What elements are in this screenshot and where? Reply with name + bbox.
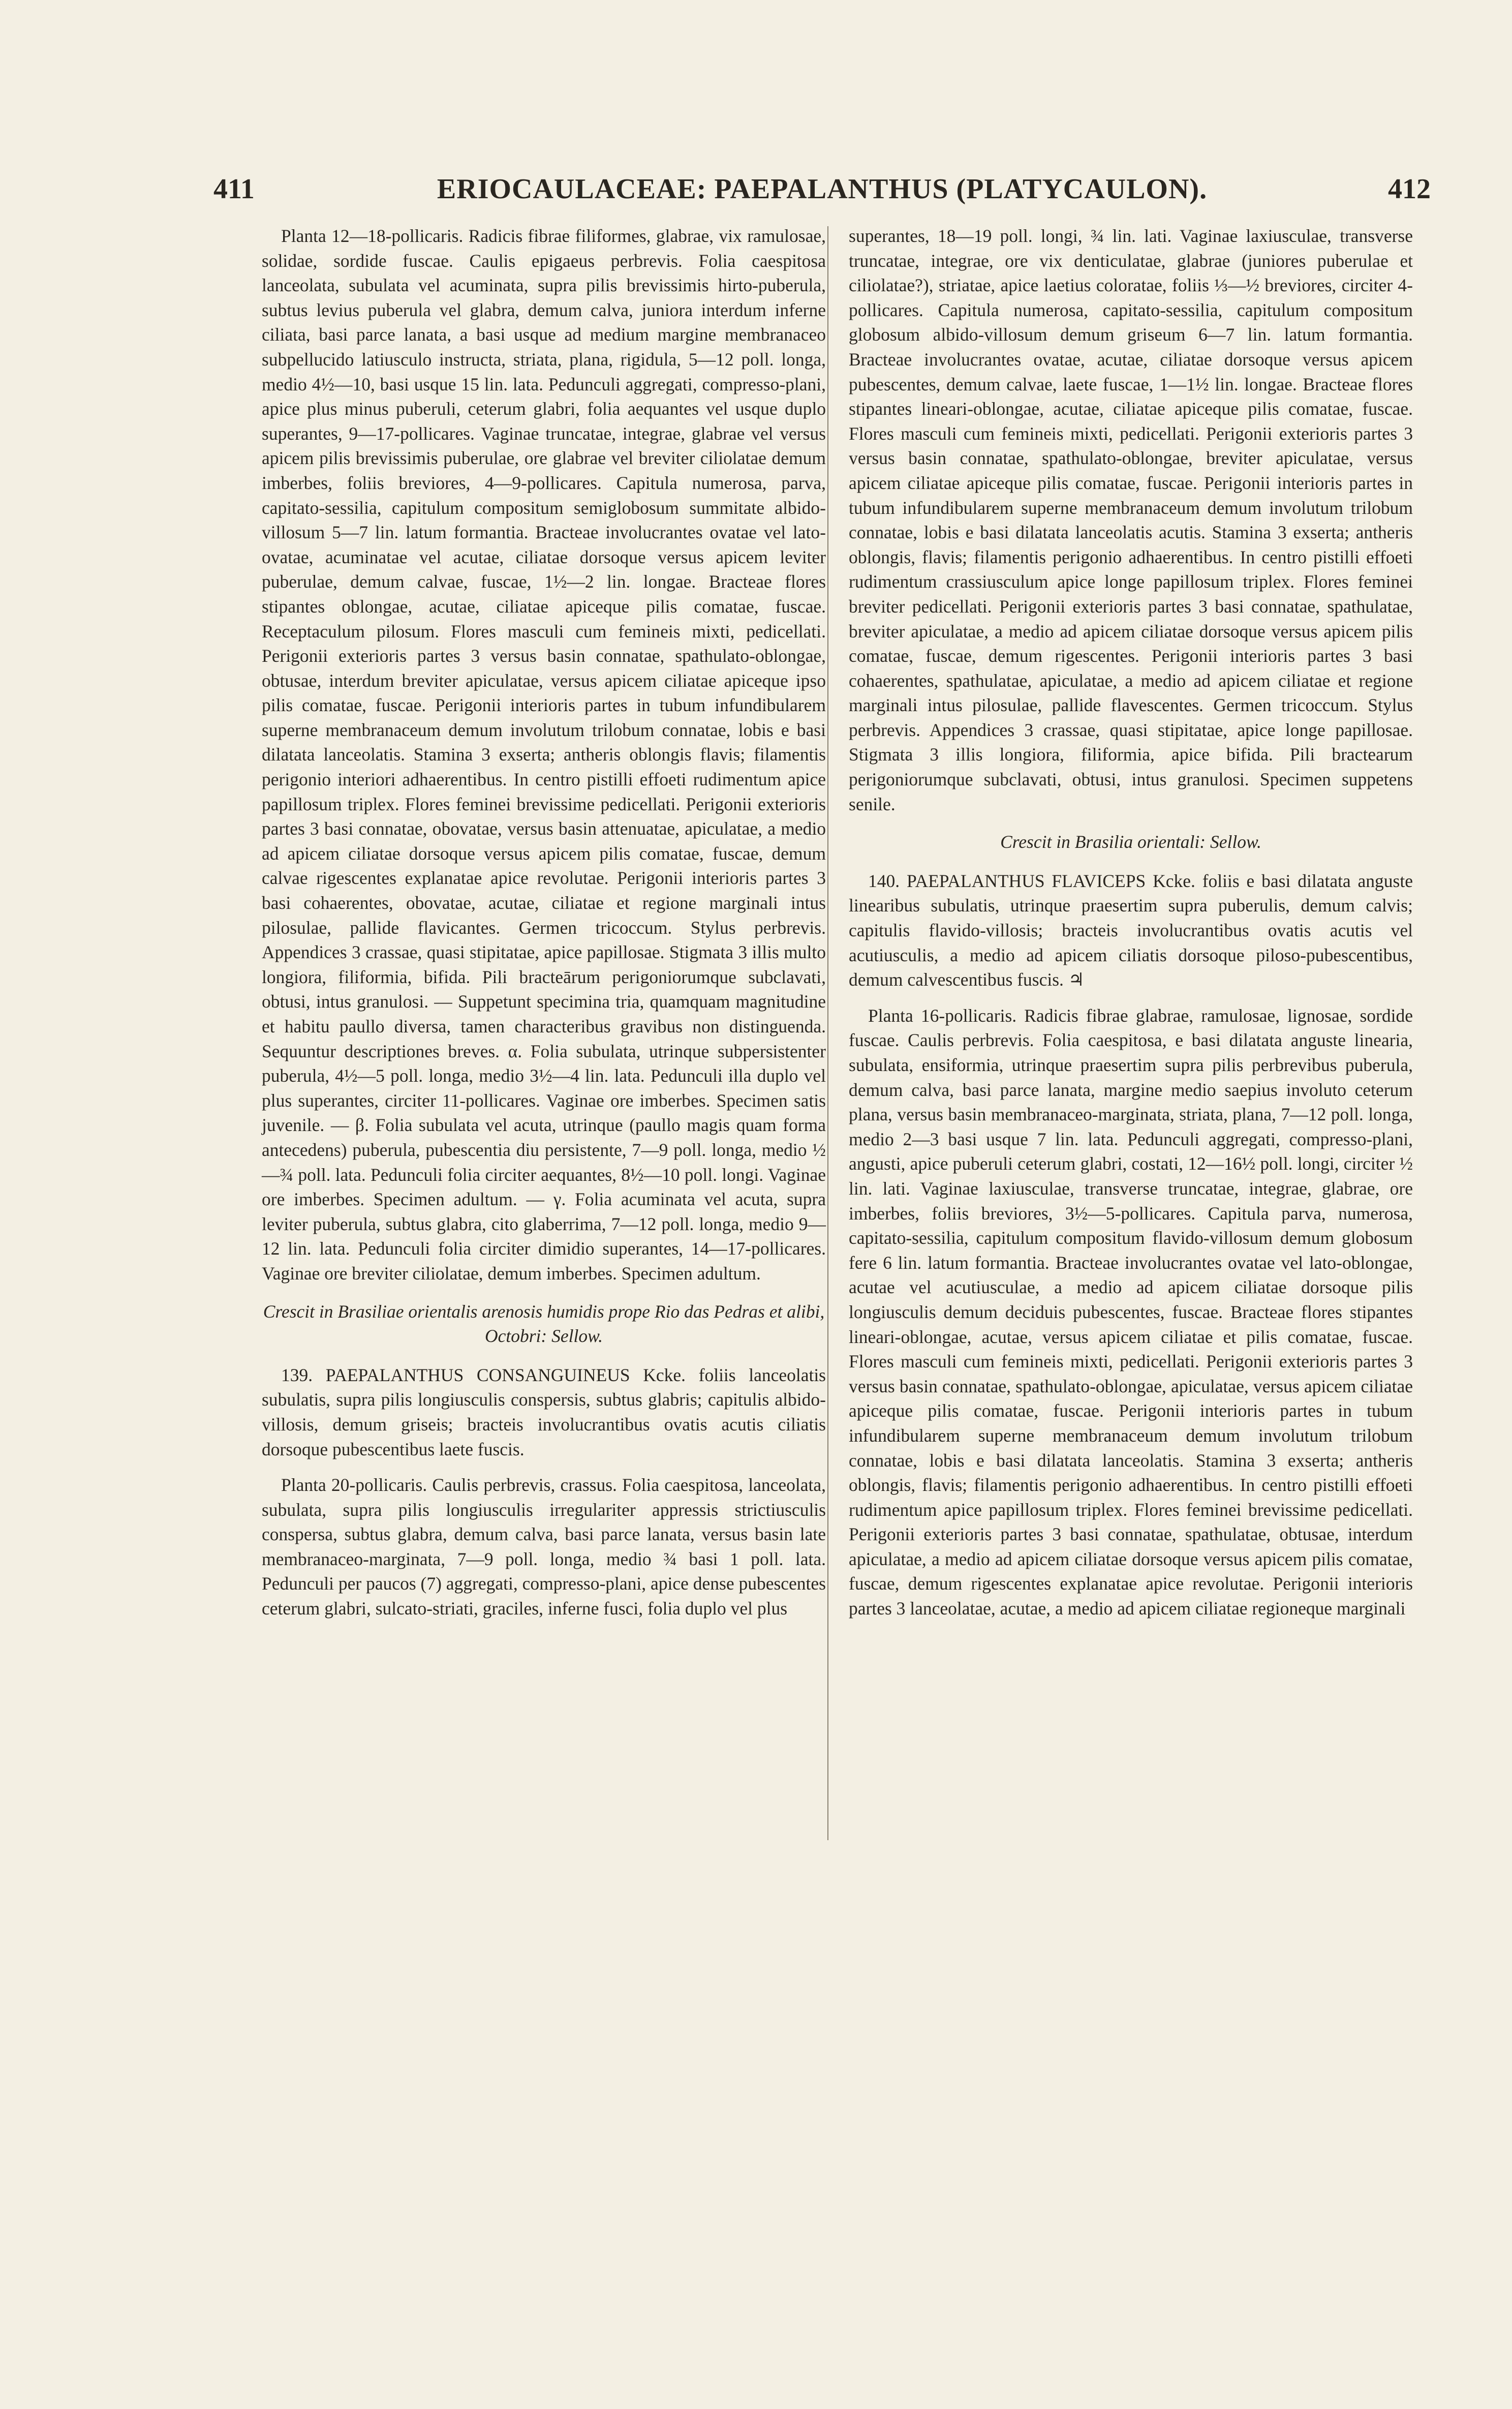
right-column (849, 224, 1413, 1621)
description-paragraph: Planta 12—18-pollicaris. Radicis fibrae filiformes, glabrae, vix ramulosae, solidae, sordide fuscae. Caulis epigaeus perbrevis. Folia caespitosa lanceolata, subulata vel acuminata, supra pilis brevissimis hirto-puberula, subtus levius puberula vel glabra, demum calva, juniora interdum inferne ciliata, basi parce lanata, a basi usque ad medium margine membranaceo subpellucido latiusculo instructa, striata, plana, rigidula, 5—12 poll. longa, medio 4½—10, basi usque 15 lin. lata. Pedunculi aggregati, compresso-plani, apice plus minus puberuli, ceterum glabri, folia aequantes vel usque duplo superantes, 9—17-pollicares. Vaginae truncatae, integrae, glabrae vel versus apicem pilis brevissimis puberulae, ore glabrae vel breviter ciliolatae demum imberbes, foliis breviores, 4—9-pollicares. Capitula numerosa, parva, capitato-sessilia, capitulum compositum semiglobosum summitate albido-villosum 5—7 lin. latum formantia. Bracteae involucrantes ovatae vel lato-ovatae, acuminatae vel acutae, ciliatae dorsoque versus apicem leviter puberulae, demum calvae, fuscae, 1½—2 lin. longae. Bracteae flores stipantes oblongae, acutae, ciliatae apiceque pilis comatae, fuscae. Receptaculum pilosum. Flores masculi cum femineis mixti, pedicellati. Perigonii exterioris partes 3 versus basin connatae, spathulato-oblongae, obtusae, interdum breviter apiculatae, versus apicem ciliatae apiceque ipso pilis comatae, fuscae. Perigonii interioris partes in tubum infundibularem superne membranaceum demum involutum trilobum connatae, lobis e basi dilatata lanceolatis. Stamina 3 exserta; antheris oblongis flavis; filamentis perigonio interiori adhaerentibus. In centro pistilli effoeti rudimentum apice papillosum triplex. Flores feminei brevissime pedicellati. Perigonii exterioris partes 3 basi connatae, obovatae, versus basin attenuatae, apiculatae, a medio ad apicem ciliatae dorsoque versus apicem pilis comatae, fuscae, demum calvae rigescentes explanatae apice revolutae. Perigonii interioris partes 3 basi cohaerentes, obovatae, acutae, ciliatae et regione marginali intus pilosulae, pallide flavicantes. Germen tricoccum. Stylus perbrevis. Appendices 3 crassae, quasi stipitatae, apice papillosae. Stigmata 3 illis multo longiora, filiformia, bifida. Pili bracteārum perigoniorumque subclavati, obtusi, intus granulosi. — Suppetunt specimina tria, quamquam magnitudine et habitu paullo diversa, tamen characteribus gravibus non distinguenda. Sequuntur descriptiones breves. α. Folia subulata, utrinque subpersistenter puberula, 4½—5 poll. longa, medio 3½—4 lin. lata. Pedunculi illa duplo vel plus superantes, circiter 11-pollicares. Vaginae ore imberbes. Specimen satis juvenile. — β. Folia subulata vel acuta, utrinque (paullo magis quam forma antecedens) puberula, pubescentia diu persistente, 7—9 poll. longa, medio ½—¾ poll. lata. Pedunculi folia circiter aequantes, 8½—10 poll. longi. Vaginae ore imberbes. Specimen adultum. — γ. Folia acuminata vel acuta, supra leviter puberula, subtus glabra, cito glaberrima, 7—12 poll. longa, medio 9—12 lin. lata. Pedunculi folia circiter dimidio superantes, 14—17-pollicares. Vaginae ore breviter ciliolatae, demum imberbes. Specimen adultum. (262, 226, 826, 1284)
page-number-right: 412 (1388, 173, 1431, 205)
species-139-description: Planta 20-pollicaris. Caulis perbrevis, crassus. Folia caespitosa, lanceolata, subulata, supra pilis longiusculis irregulariter appressis strictiusculis conspersa, subtus glabra, demum calva, basi parce lanata, versus basin late membranaceo-marginata, 7—9 poll. longa, medio ¾ basi 1 poll. lata. Pedunculi per paucos (7) aggregati, compresso-plani, apice dense pubescentes ceterum glabri, sulcato-striati, graciles, inferne fusci, folia duplo vel plus (262, 1475, 826, 1619)
running-title: ERIOCAULACEAE: PAEPALANTHUS (PLATYCAULON). (437, 173, 1208, 205)
description-continuation: superantes, 18—19 poll. longi, ¾ lin. lati. Vaginae laxiusculae, transverse truncatae, integrae, ore vix denticulatae, glabrae (juniores puberulae et ciliolatae?), striatae, apice laetius coloratae, foliis ⅓—½ breviores, circiter 4-pollicares. Capitula numerosa, capitato-sessilia, capitulum compositum globosum albido-villosum demum griseum 6—7 lin. latum formantia. Bracteae involucrantes ovatae, acutae, ciliatae dorsoque versus apicem pubescentes, demum calvae, laete fuscae, 1—1½ lin. longae. Bracteae flores stipantes lineari-oblongae, acutae, ciliatae apiceque pilis comatae, fuscae. Flores masculi cum femineis mixti, pedicellati. Perigonii exterioris partes 3 versus basin connatae, spathulato-oblongae, breviter apiculatae, versus apicem ciliatae apiceque pilis comatae, fuscae. Perigonii interioris partes in tubum infundibularem superne membranaceum demum involutum trilobum connatae, lobis e basi dilatata lanceolatis acutis. Stamina 3 exserta; antheris oblongis, flavis; filamentis perigonio adhaerentibus. In centro pistilli effoeti rudimentum crassiusculum apice longe papillosum triplex. Flores feminei breviter pedicellati. Perigonii exterioris partes 3 basi connatae, spathulatae, breviter apiculatae, a medio ad apicem ciliatae dorsoque versus apicem pilis comatae, fuscae, demum rigescentes. Perigonii interioris partes 3 basi cohaerentes, spathulatae, apiculatae, a medio ad apicem ciliatae et regione marginali intus pilosulae, pallide flavescentes. Germen tricoccum. Stylus perbrevis. Appendices 3 crassae, quasi stipitatae, apice longe papillosae. Stigmata 3 illis longiora, filiformia, apice bifida. Pili bractearum perigoniorumque subclavati, obtusi, intus granulosi. Specimen suppetens senile. (849, 226, 1413, 814)
species-139-diagnosis: 139. PAEPALANTHUS CONSANGUINEUS Kcke. foliis lanceolatis subulatis, supra pilis longiusculis conspersis, subtus glabris; capitulis albido-villosis, demum griseis; bracteis involucrantibus ovatis acutis ciliatis dorsoque pubescentibus laete fuscis. (262, 1364, 826, 1459)
species-140-diagnosis: 140. PAEPALANTHUS FLAVICEPS Kcke. foliis e basi dilatata anguste linearibus subulatis, utrinque praesertim supra puberulis, demum calvis; capitulis flavido-villosis; bracteis involucrantibus ovatis acutis vel acutiusculis, a medio ad apicem ciliatis dorsoque piloso-pubescentibus, demum calvescentibus fuscis. ♃ (849, 870, 1413, 990)
left-column (262, 224, 826, 1621)
page-number-left: 411 (213, 173, 255, 205)
locality-note: Crescit in Brasiliae orientalis arenosis humidis prope Rio das Pedras et alibi, Octobri: Sellow. (263, 1301, 825, 1347)
column-divider (827, 226, 828, 1840)
species-140-description: Planta 16-pollicaris. Radicis fibrae glabrae, ramulosae, lignosae, sordide fuscae. Caulis perbrevis. Folia caespitosa, e basi dilatata anguste linearia, subulata, ensiformia, utrinque praesertim supra pilis perbrevibus puberula, demum calva, basi parce lanata, margine medio saepius involuto ceterum plana, versus basin membranaceo-marginata, striata, plana, 7—12 poll. longa, medio 2—3 basi usque 7 lin. lata. Pedunculi aggregati, compresso-plani, angusti, apice puberuli ceterum glabri, costati, 12—16½ poll. longi, circiter ½ lin. lati. Vaginae laxiusculae, transverse truncatae, integrae, glabrae, ore imberbes, foliis breviores, 3½—5-pollicares. Capitula parva, numerosa, capitato-sessilia, capitulum compositum flavido-villosum demum globosum fere 6 lin. latum formantia. Bracteae involucrantes ovatae vel lato-oblongae, acutae vel acutiusculae, a medio ad apicem ciliatae dorsoque pilis longiusculis demum deciduis pubescentes, fuscae. Bracteae flores stipantes lineari-oblongae, acutae, versus apicem ciliatae et pilis comatae, fuscae. Flores masculi cum femineis mixti, pedicellati. Perigonii exterioris partes 3 versus basin connatae, spathulato-oblongae, apiculatae, versus apicem ciliatae apiceque pilis comatae, fuscae. Perigonii interioris partes in tubum infundibularem superne membranaceum demum involutum trilobum connatae, lobis e basi dilatata lanceolatis. Stamina 3 exserta; antheris oblongis, flavis; filamentis perigonio adhaerentibus. In centro pistilli effoeti rudimentum apice papillosum triplex. Flores feminei brevissime pedicellati. Perigonii exterioris partes 3 basi connatae, spathulatae, obtusae, interdum apiculatae, a medio ad apicem ciliatae dorsoque versus apicem pilis comatae, fuscae, demum rigescentes explanatae apice revolutae. Perigonii interioris partes 3 lanceolatae, acutae, a medio ad apicem ciliatae regioneque marginali (849, 1005, 1413, 1619)
page-header (213, 168, 1431, 214)
locality-note: Crescit in Brasilia orientali: Sellow. (1000, 832, 1261, 852)
